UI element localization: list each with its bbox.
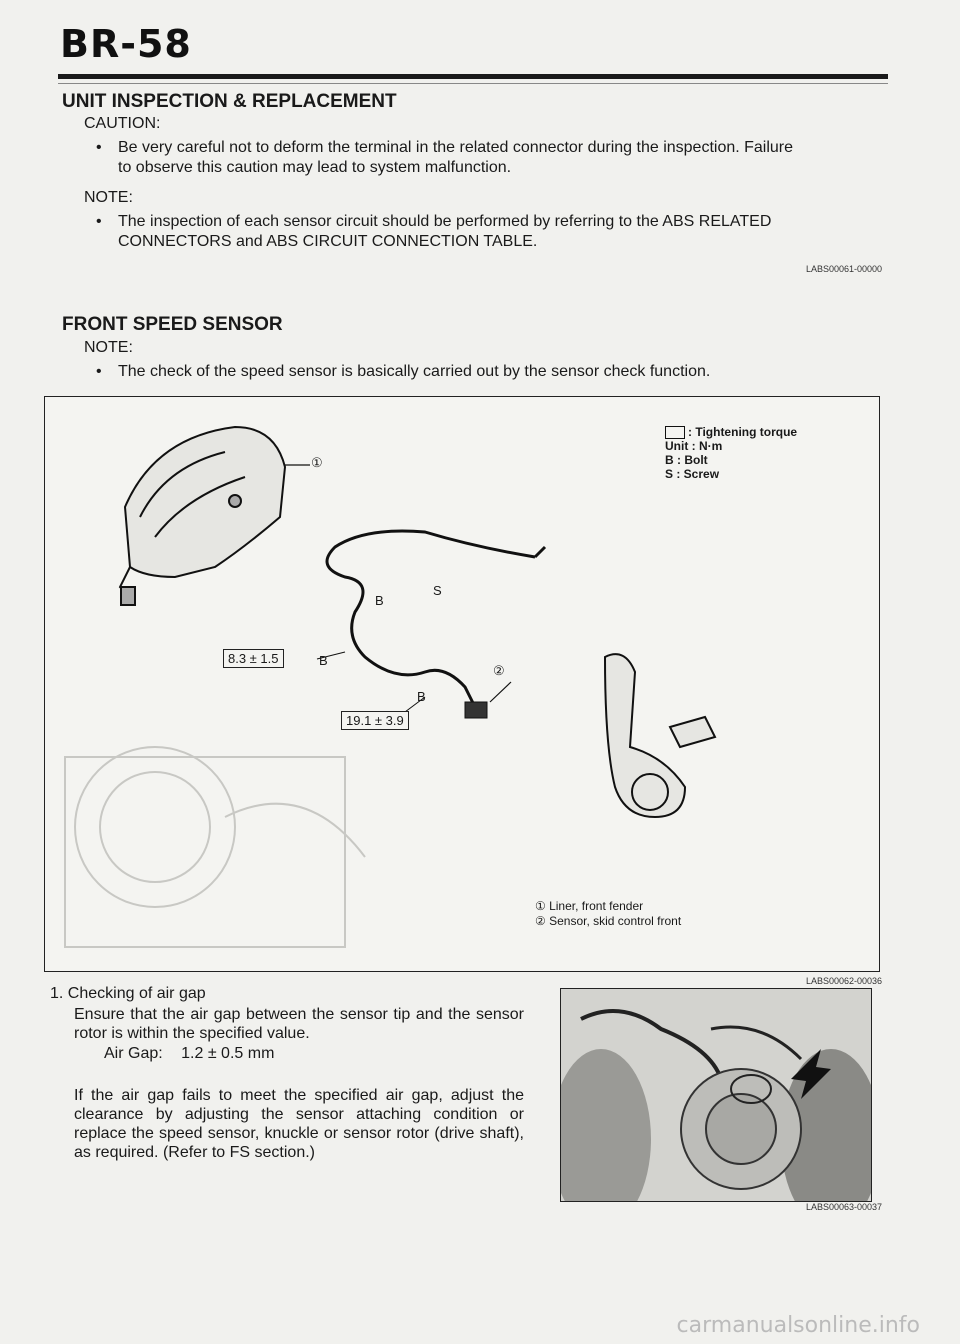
legend-torque: : Tightening torque [688,425,798,439]
figure-legend [665,425,797,481]
air-gap-photo [560,988,872,1202]
legend-unit: Unit : N·m [665,439,723,454]
section-title-unit-inspection: UNIT INSPECTION & REPLACEMENT [62,91,397,112]
background-ghost-image [65,747,365,947]
step-1-para-2: If the air gap fails to meet the specified air gap, adjust the clearance by adjusting the sensor attaching condition or replace the speed sensor, knuckle or sensor rotor (drive shaft), as required. (Refer to FS section.) [74,1087,524,1161]
step-1-para-1: Ensure that the air gap between the sensor tip and the sensor rotor is within the specified value. [74,1006,524,1042]
sensor-illustration [45,397,879,971]
callout-1: ① [311,455,323,470]
note-label: NOTE: [84,339,133,356]
figure-frame [44,396,880,972]
figure-ref-code: LABS00062-00036 [806,976,883,986]
fender-liner [120,427,285,597]
label-bolt: B [375,593,384,608]
ref-code: LABS00061-00000 [806,264,883,274]
step-1-heading: 1. Checking of air gap [50,985,206,1002]
note-label: NOTE: [84,189,133,206]
note-text: • The inspection of each sensor circuit should be performed by referring to the ABS RELATED CONNECTORS and ABS CIRCUIT CONNECTION TABLE. [118,212,888,252]
caution-label: CAUTION: [84,115,161,132]
photo-ref-code: LABS00063-00037 [806,1202,883,1212]
top-rule-thin [58,83,888,84]
legend-screw: S : Screw [665,467,720,482]
spec-value: 1.2 ± 0.5 mm [181,1045,275,1062]
air-gap-spec [104,1044,274,1064]
page-code: BR-58 [60,22,192,66]
label-bolt: B [319,653,328,668]
sensor-harness [327,531,545,707]
caution-text: • Be very careful not to deform the terminal in the related connector during the inspection. Failure to observe this caution may lead to system malfunction. [118,138,798,178]
torque-symbol-icon [665,426,685,439]
site-watermark: carmanualsonline.info [676,1313,920,1338]
note-text: • The check of the speed sensor is basically carried out by the sensor check function. [118,362,818,382]
torque-value-1: 8.3 ± 1.5 [223,649,284,668]
spec-label: Air Gap: [104,1045,163,1062]
callout-2: ② [493,663,505,678]
part-2: ② Sensor, skid control front [535,914,682,928]
label-bolt: B [417,689,426,704]
parts-list [535,899,681,929]
top-rule [58,74,888,79]
knuckle [605,654,715,817]
section-title-front-speed-sensor: FRONT SPEED SENSOR [62,314,283,335]
legend-bolt: B : Bolt [665,453,708,468]
callout-line-2 [490,682,511,702]
hub-photo-drawing [561,989,871,1201]
torque-value-2: 19.1 ± 3.9 [341,711,409,730]
sensor-head [465,702,487,718]
part-1: ① Liner, front fender [535,899,644,913]
label-screw: S [433,583,442,598]
